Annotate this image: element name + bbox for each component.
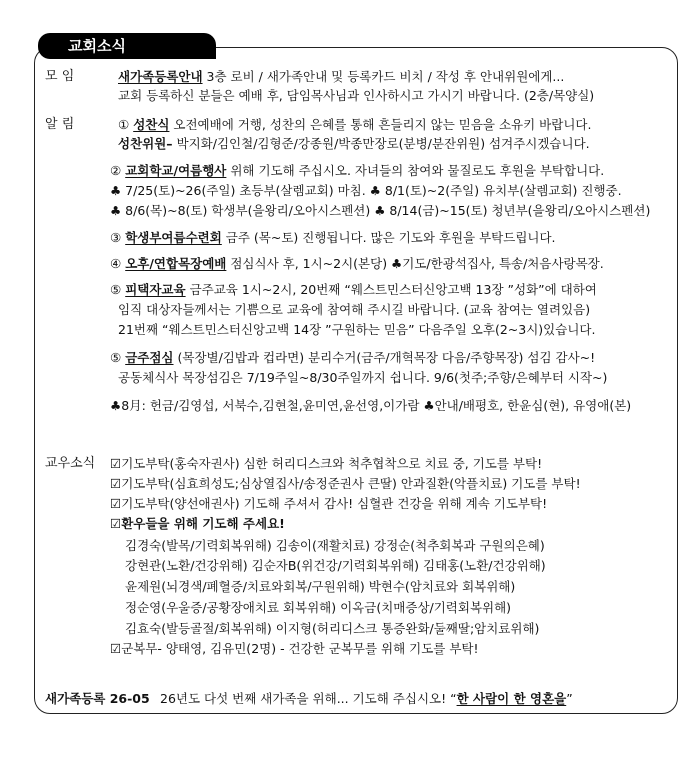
item-number: ⑤ (110, 282, 122, 297)
label-saega: 새가족등록 26-05 (45, 691, 150, 706)
label-moim: 모 임 (45, 69, 75, 84)
allim-item-5-line-2: 임직 대상자들께서는 기쁨으로 교육에 참여해 주시길 바랍니다. (교육 참여는 열려있음) (118, 302, 591, 317)
patient-list-2: 강현관(노환/건강위해) 김순자B(위건강/기력회복위해) 김태홍(노환/건강위해) (125, 558, 546, 573)
prayer-request-1: ☑기도부탁(홍숙자권사) 심한 허리디스크와 척추협착으로 치료 중, 기도를 부탁! (110, 456, 543, 471)
item-number: ② (110, 163, 122, 178)
moim-newcomer-title: 새가족등록안내 (118, 69, 203, 84)
prayer-request-4: ☑환우들을 위해 기도해 주세요! (110, 516, 285, 531)
allim-item-7: ♣8月: 헌금/김영섭, 서북수,김현철,윤미연,윤선영,이가람 ♣안내/배평호, 한윤심(현), 유영애(본) (110, 398, 632, 413)
item-number: ① (118, 117, 130, 132)
allim-item-6 (110, 349, 595, 366)
prayer-request-2: ☑기도부탁(심효희성도;심상열집사/송정준권사 큰딸) 안과질환(악플치료) 기도를 부탁! (110, 476, 581, 491)
label-gyowoo: 교우소식 (45, 456, 96, 471)
newcomer-quote-end: ” (566, 691, 573, 706)
allim-item-4 (110, 255, 604, 272)
allim-item-1-line-2 (118, 135, 590, 152)
item-title: 학생부여름수련회 (125, 230, 222, 245)
prayer-request-3: ☑기도부탁(양선애권사) 기도해 주셔서 감사! 심혈관 건강을 위해 계속 기도부탁! (110, 496, 548, 511)
patient-list-3: 윤제원(뇌경색/폐혈증/치료와회복/구원위해) 박현수(암치료와 회복위해) (125, 579, 516, 594)
allim-item-2 (110, 162, 604, 179)
item-text: 금주 (목~토) 진행됩니다. 많은 기도와 후원을 부탁드립니다. (221, 230, 556, 245)
allim-item-1 (118, 116, 591, 133)
military-service-line: ☑군복무- 양태영, 김유민(2명) - 건강한 군복무를 위해 기도를 부탁! (110, 641, 479, 656)
moim-line-2: 교회 등록하신 분들은 예배 후, 담임목사님과 인사하시고 가시기 바랍니다. (2층/목양실) (118, 88, 595, 103)
newcomer-line (160, 690, 573, 707)
allim-item-2-line-2: ♣ 7/25(토)~26(주일) 초등부(살렘교회) 마침. ♣ 8/1(토)~2(주일) 유치부(살렘교회) 진행중. (110, 183, 622, 198)
item-text: (목장별/김밥과 컵라면) 분리수거(금주/개혁목장 다음/주향목장) 섬김 감사~! (173, 350, 596, 365)
patient-list-4: 정순영(우울증/공황장애치료 회복위해) 이옥금(치매증상/기력회복위해) (125, 600, 512, 615)
item-title: 피택자교육 (125, 282, 186, 297)
allim-item-3 (110, 229, 556, 246)
item-title: 금주점심 (125, 350, 174, 365)
item-number: ⑤ (110, 350, 122, 365)
allim-item-2-line-3: ♣ 8/6(목)~8(토) 학생부(을왕리/오아시스펜션) ♣ 8/14(금)~15(토) 청년부(을왕리/오아시스펜션) (110, 203, 651, 218)
newcomer-text: 26년도 다섯 번째 새가족을 위해... 기도해 주십시오! “ (160, 691, 457, 706)
item-number: ④ (110, 256, 122, 271)
label-allim: 알 림 (45, 117, 75, 132)
newcomer-quote: 한 사람이 한 영혼을 (456, 691, 567, 706)
allim-item-6-line-2: 공동체식사 목장섬김은 7/19주일~8/30주일까지 쉽니다. 9/6(첫주;주향/은혜부터 시작~) (118, 370, 608, 385)
item-text: 금주교육 1시~2시, 20번째 “웨스트민스터신앙고백 13장 ”성화”에 대하여 (185, 282, 597, 297)
item-title: 성찬식 (133, 117, 170, 132)
item-text: 위해 기도해 주십시오. 자녀들의 참여와 물질로도 후원을 부탁합니다. (226, 163, 605, 178)
item-title: 오후/연합목장예배 (125, 256, 227, 271)
moim-line-1 (118, 68, 564, 85)
patient-list-1: 김경숙(발목/기력회복위해) 김송이(재활치료) 강정순(척추회복과 구원의은혜) (125, 538, 545, 553)
item-title: 교회학교/여름행사 (125, 163, 227, 178)
allim-item-5-line-3: 21번째 “웨스트민스터신앙고백 14장 ”구원하는 믿음” 다음주일 오후(2~3시)있습니다. (118, 322, 596, 337)
allim-item-5 (110, 281, 597, 298)
item-text: 박지화/김인철/김형준/강종원/박종만장로(분병/분잔위원) 섬겨주시겠습니다. (172, 136, 590, 151)
moim-line-1-text: 3층 로비 / 새가족안내 및 등록카드 비치 / 작성 후 안내위원에게... (202, 69, 565, 84)
item-number: ③ (110, 230, 122, 245)
item-text: 오전예배에 거행, 성찬의 은혜를 통해 흔들리지 않는 믿음을 소유키 바랍니다. (169, 117, 592, 132)
patient-list-5: 김효숙(발등골절/회복위해) 이지형(허리디스크 통증완화/둘째딸;암치료위해) (125, 621, 540, 636)
item-text: 점심식사 후, 1시~2시(본당) ♣기도/한광석집사, 특송/처음사랑목장. (226, 256, 604, 271)
section-title-tab: 교회소식 (38, 33, 216, 59)
item-subtitle: 성찬위원– (118, 136, 173, 151)
